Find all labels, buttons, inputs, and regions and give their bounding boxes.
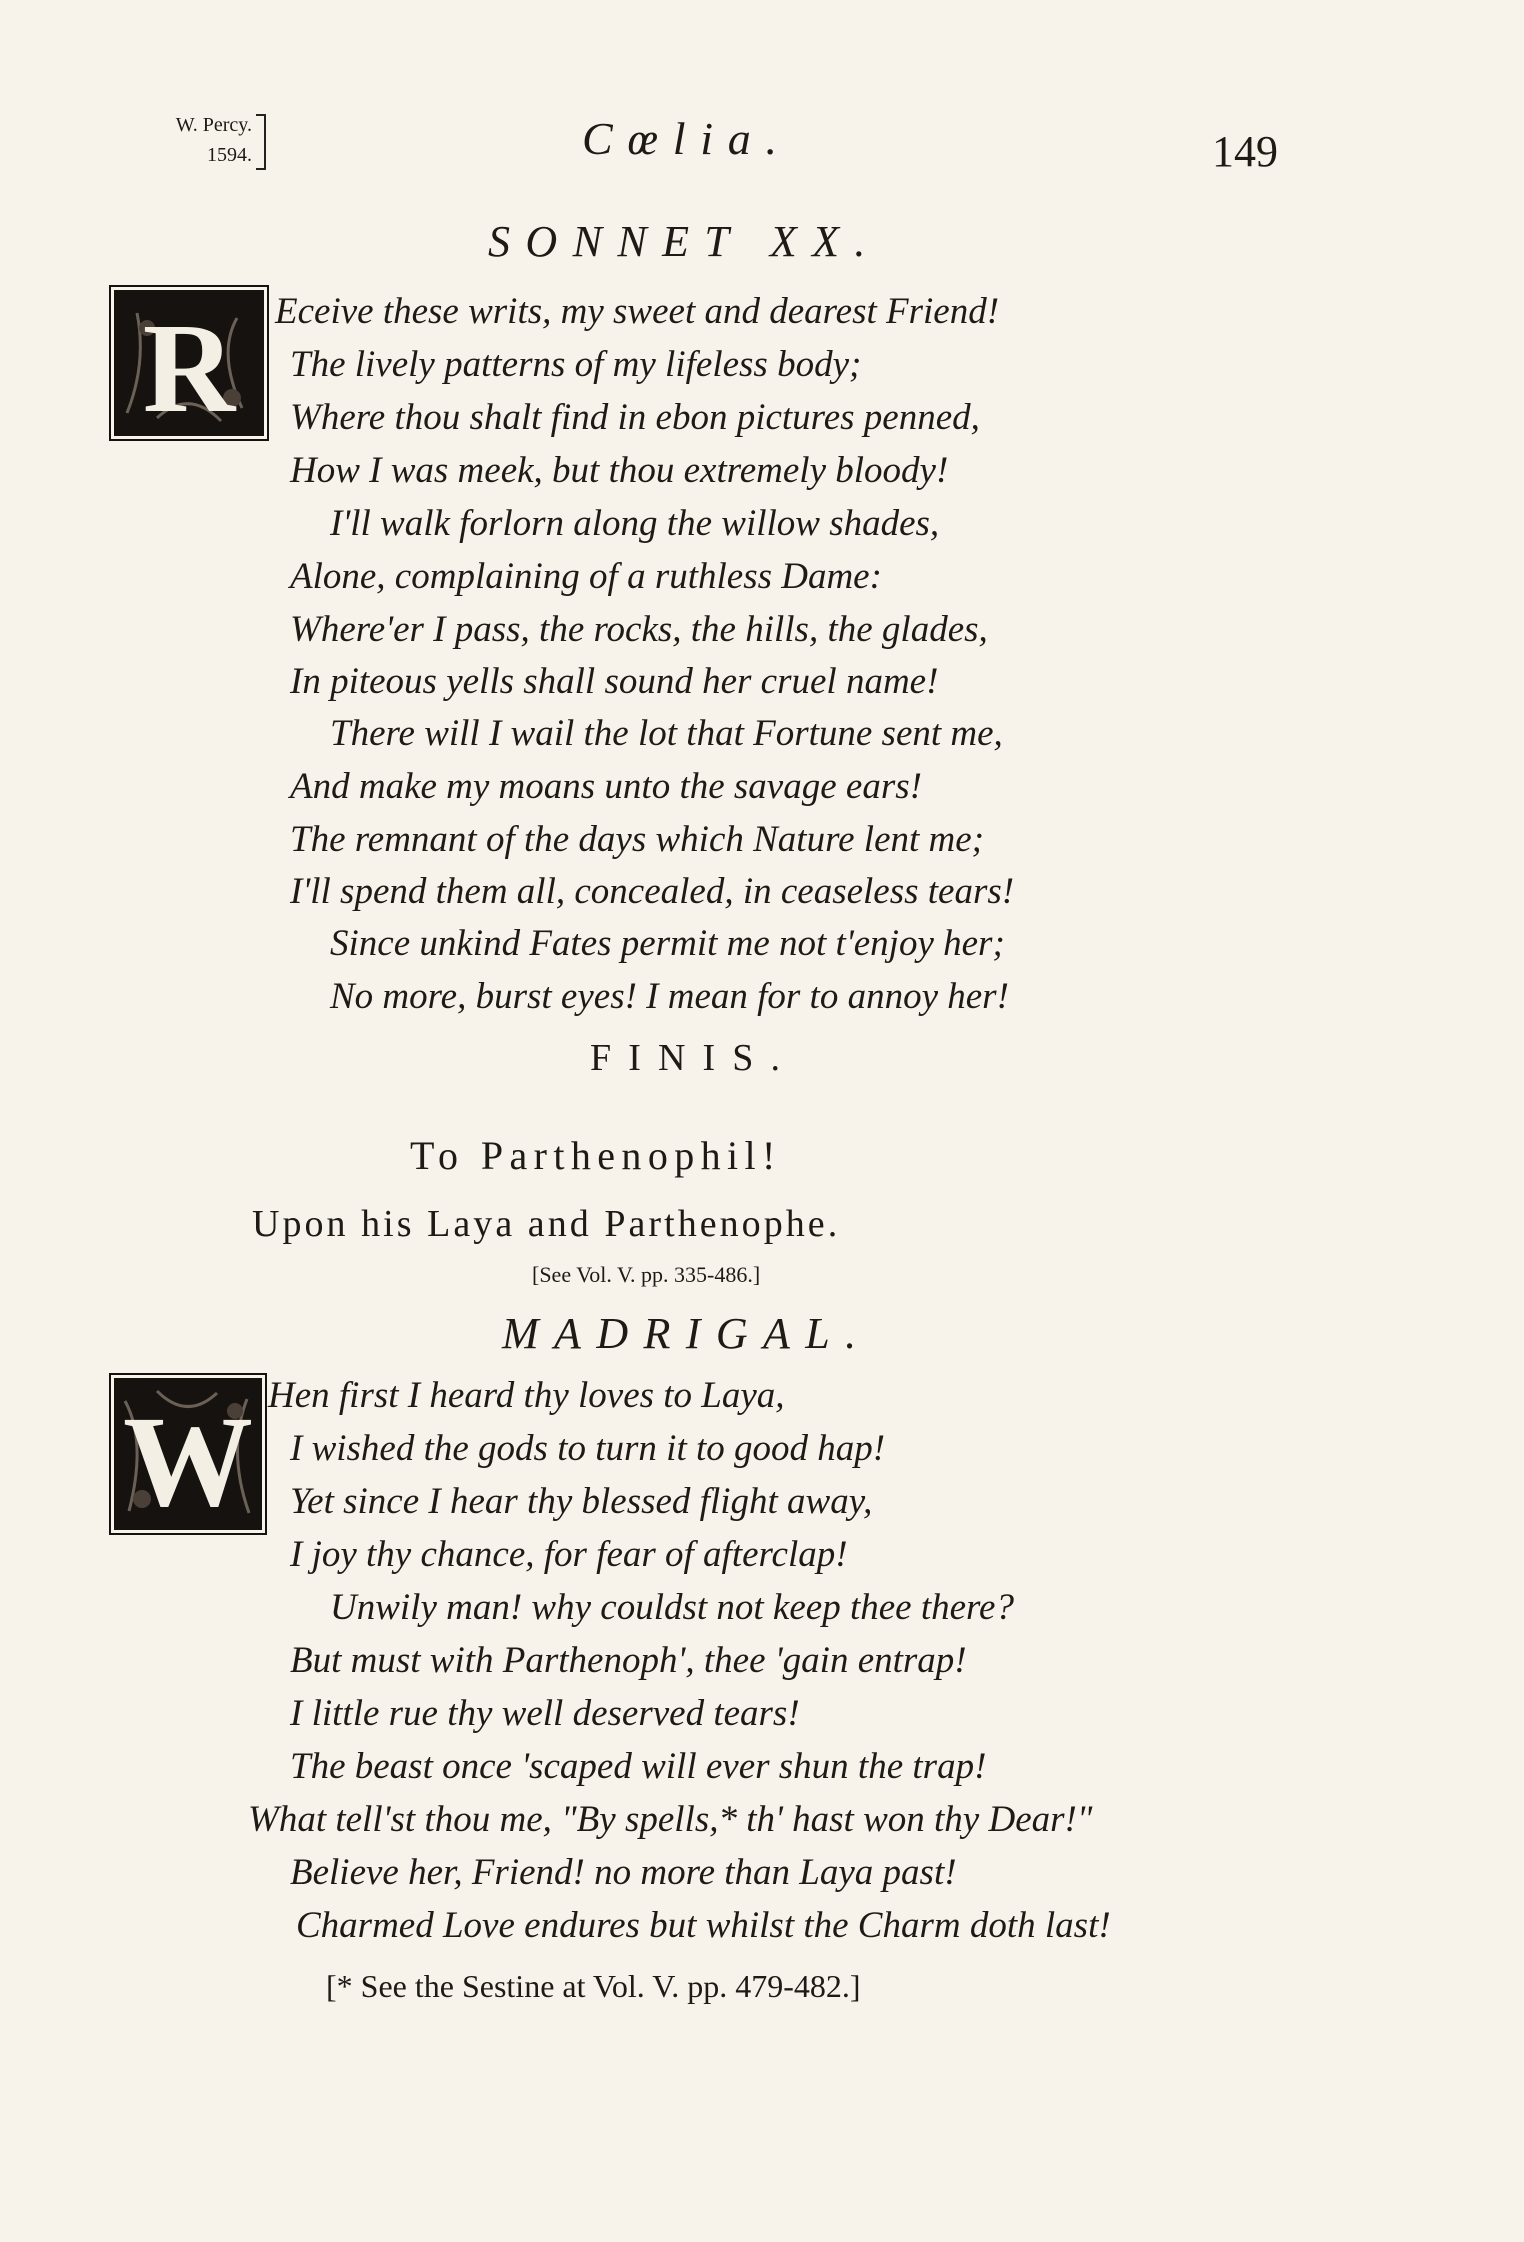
svg-text:R: R: [142, 297, 236, 433]
dedication-upon-line: Upon his Laya and Parthenophe.: [252, 1203, 841, 1245]
madrigal-line-8: The beast once 'scaped will ever shun the trap!: [290, 1746, 987, 1787]
margin-note-author: W. Percy.: [175, 114, 252, 136]
madrigal-line-3: Yet since I hear thy blessed flight away,: [290, 1481, 873, 1522]
drop-cap-w: [114, 1378, 262, 1530]
madrigal-line-7: I little rue thy well deserved tears!: [290, 1693, 800, 1734]
margin-bracket: [256, 114, 266, 170]
sonnet-line-8: In piteous yells shall sound her cruel name!: [290, 661, 939, 702]
sonnet-line-2: The lively patterns of my lifeless body;: [290, 344, 862, 385]
madrigal-line-9: What tell'st thou me, "By spells,* th' hast won thy Dear!": [248, 1799, 1093, 1840]
madrigal-line-6: But must with Parthenoph', thee 'gain entrap!: [290, 1640, 967, 1681]
sonnet-line-10: And make my moans unto the savage ears!: [290, 766, 922, 807]
madrigal-line-2: I wished the gods to turn it to good hap!: [290, 1428, 886, 1469]
margin-note: [117, 110, 252, 170]
madrigal-footnote: [* See the Sestine at Vol. V. pp. 479-482.]: [326, 1968, 861, 2004]
sonnet-line-3: Where thou shalt find in ebon pictures penned,: [290, 397, 980, 438]
sonnet-line-6: Alone, complaining of a ruthless Dame:: [290, 556, 882, 597]
dedication-to-line: To Parthenophil!: [410, 1133, 782, 1178]
ornament-w-icon: [117, 1381, 259, 1527]
sonnet-line-12: I'll spend them all, concealed, in ceaseless tears!: [290, 871, 1015, 912]
sonnet-line-11: The remnant of the days which Nature lent me;: [290, 819, 984, 860]
sonnet-line-14: No more, burst eyes! I mean for to annoy her!: [330, 976, 1009, 1017]
sonnet-line-5: I'll walk forlorn along the willow shades,: [330, 503, 940, 544]
sonnet-line-4: How I was meek, but thou extremely bloody!: [290, 450, 949, 491]
madrigal-line-10: Believe her, Friend! no more than Laya past!: [290, 1852, 957, 1893]
madrigal-line-11: Charmed Love endures but whilst the Charm doth last!: [296, 1905, 1111, 1946]
sonnet-line-13: Since unkind Fates permit me not t'enjoy her;: [330, 923, 1005, 964]
margin-note-year: 1594.: [207, 144, 252, 166]
ornament-r-icon: [117, 293, 261, 433]
sonnet-line-1: Eceive these writs, my sweet and dearest Friend!: [275, 291, 1000, 332]
running-title: Cœlia.: [582, 113, 792, 164]
madrigal-line-5: Unwily man! why couldst not keep thee there?: [330, 1587, 1014, 1628]
madrigal-line-1: Hen first I heard thy loves to Laya,: [268, 1375, 785, 1416]
drop-cap-r: [114, 290, 264, 436]
sonnet-line-7: Where'er I pass, the rocks, the hills, the glades,: [290, 609, 988, 650]
sonnet-line-9: There will I wail the lot that Fortune sent me,: [330, 713, 1003, 754]
dedication-reference: [See Vol. V. pp. 335-486.]: [532, 1262, 761, 1287]
sonnet-title: SONNET XX.: [488, 217, 881, 266]
madrigal-title: MADRIGAL.: [502, 1309, 872, 1358]
svg-text:W: W: [123, 1390, 253, 1527]
madrigal-line-4: I joy thy chance, for fear of afterclap!: [290, 1534, 848, 1575]
page-number: 149: [1212, 127, 1278, 176]
finis-mark: FINIS.: [590, 1037, 798, 1079]
